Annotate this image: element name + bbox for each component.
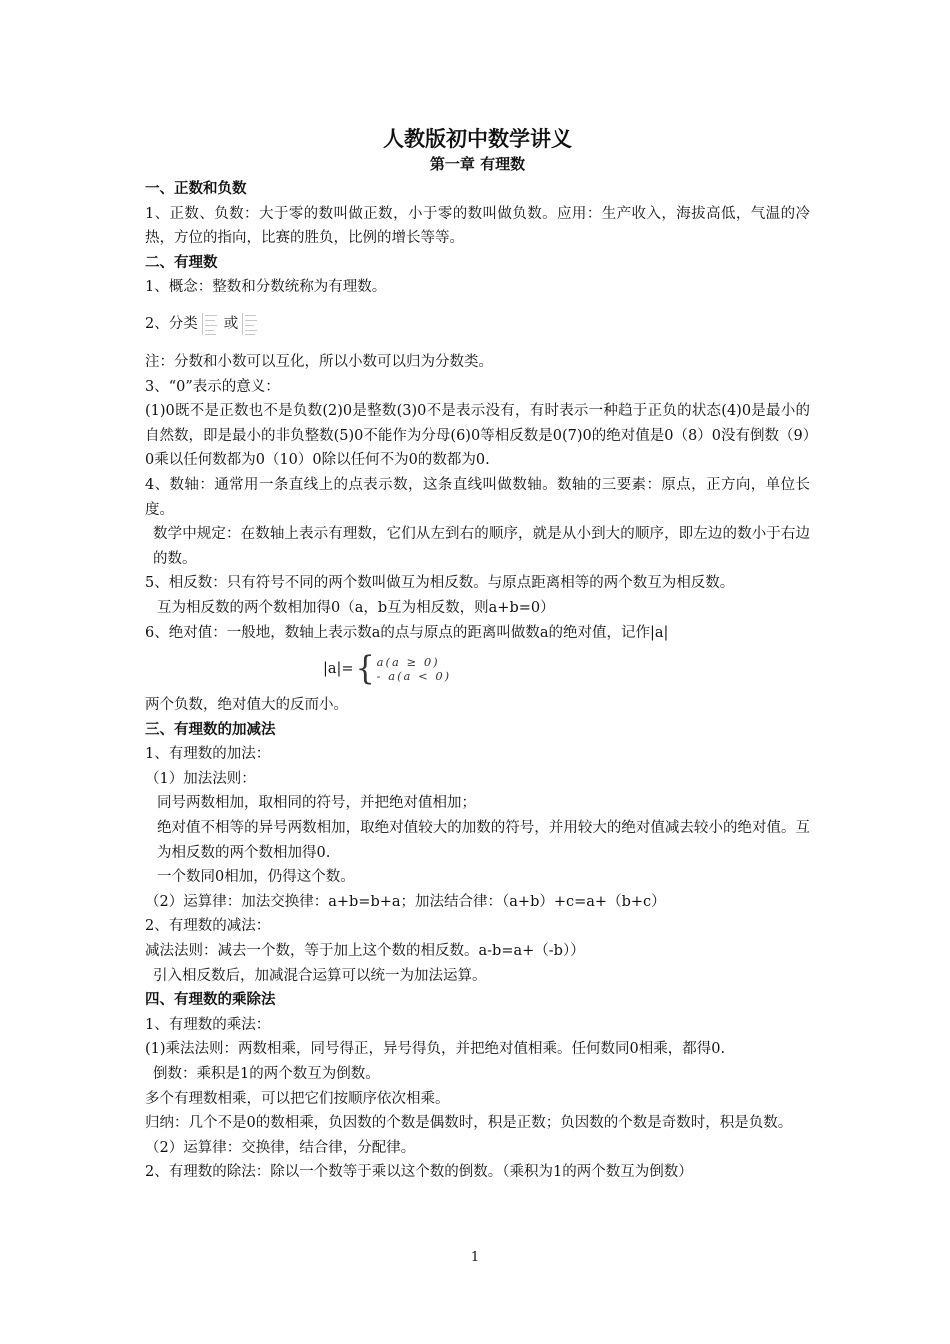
paragraph: （2）运算律：加法交换律：a+b=b+a；加法结合律：（a+b）+c=a+（b+c） [145,893,666,910]
absolute-value-formula [145,647,810,691]
paragraph: 引入相反数后，加减混合运算可以统一为加法运算。 [153,967,487,984]
brace-symbol: { [355,649,375,688]
classification-label: 2、分类 [145,315,198,332]
page-number: 1 [470,1250,480,1265]
paragraph: 两个负数，绝对值大的反而小。 [145,697,348,714]
chapter-title: 第一章 有理数 [429,155,526,173]
paragraph: 1、概念：整数和分数统称为有理数。 [145,279,387,296]
paragraph: 2、有理数的减法： [145,918,271,935]
paragraph: 数学中规定：在数轴上表示有理数，它们从左到右的顺序，就是从小到大的顺序，即左边的数小于右边的数。 [153,526,810,567]
paragraph: 2、有理数的除法：除以一个数等于乘以这个数的倒数。（乘积为1的两个数互为倒数） [145,1164,693,1181]
classification-diagram-image [201,311,221,337]
formula-case: a(a ≥ 0) [376,655,440,670]
paragraph: （1）加法法则： [145,770,256,787]
paragraph: 1、有理数的加法： [145,746,271,763]
paragraph: (1)乘法法则：两数相乘，同号得正，异号得负，并把绝对值相乘。任何数同0相乘，都得0. [145,1041,726,1058]
formula-case: - a(a < 0) [376,669,452,684]
paragraph: (1)0既不是正数也不是负数(2)0是整数(3)0不是表示没有，有时表示一种趋于正负的状态(4)0是最小的自然数，即是最小的非负整数(5)0不能作为分母(6)0等相反数是0(7)0的绝对值是0（8）0没有倒数（9）0乘以任何数都为0（10）0除以任何不为0的数都为0. [145,403,810,469]
document-body [145,125,810,1185]
paragraph: 倒数：乘积是1的两个数互为倒数。 [153,1066,380,1082]
note: 注：分数和小数可以互化，所以小数可以归为分数类。 [145,353,493,370]
paragraph: （2）运算律：交换律，结合律，分配律。 [145,1139,416,1156]
paragraph: 1、正数、负数：大于零的数叫做正数，小于零的数叫做负数。应用：生产收入，海拔高低，气温的冷热，方位的指向，比赛的胜负，比例的增长等等。 [145,205,810,247]
paragraph: 1、有理数的乘法： [145,1016,271,1033]
paragraph: 多个有理数相乘，可以把它们按顺序依次相乘。 [145,1090,450,1107]
formula-cases [377,655,452,683]
paragraph: 一个数同0相加，仍得这个数。 [157,869,355,886]
paragraph: 减法法则：减去一个数，等于加上这个数的相反数。a-b=a+（-b）） [145,943,585,960]
section-heading-4: 四、有理数的乘除法 [145,991,276,1009]
paragraph: 同号两数相加，取相同的符号，并把绝对值相加； [157,795,476,812]
paragraph: 互为相反数的两个数相加得0（a，b互为相反数，则a+b=0） [157,599,555,616]
classification-diagram-image [241,311,261,337]
paragraph: 6、绝对值：一般地，数轴上表示数a的点与原点的距离叫做数a的绝对值，记作|a| [145,624,669,641]
paragraph: 绝对值不相等的异号两数相加，取绝对值较大的加数的符号，并用较大的绝对值减去较小的绝对值。互为相反数的两个数相加得0. [157,820,810,861]
section-heading-2: 二、有理数 [145,253,218,271]
paragraph: 5、相反数：只有符号不同的两个数叫做互为相反数。与原点距离相等的两个数互为相反数。 [145,575,735,592]
formula-lhs: |a|= [323,660,354,677]
section-heading-1: 一、正数和负数 [145,180,247,197]
paragraph: 归纳：几个不是0的数相乘，负因数的个数是偶数时，积是正数；负因数的个数是奇数时，积是负数。 [145,1115,793,1132]
section-heading-3: 三、有理数的加减法 [145,720,276,738]
document-title: 人教版初中数学讲义 [383,126,572,151]
classification-or: 或 [223,315,239,332]
paragraph: 4、数轴：通常用一条直线上的点表示数，这条直线叫做数轴。数轴的三要素：原点，正方向，单位长度。 [145,476,810,518]
classification-row [145,302,810,346]
paragraph: 3、“0”表示的意义： [145,378,280,395]
